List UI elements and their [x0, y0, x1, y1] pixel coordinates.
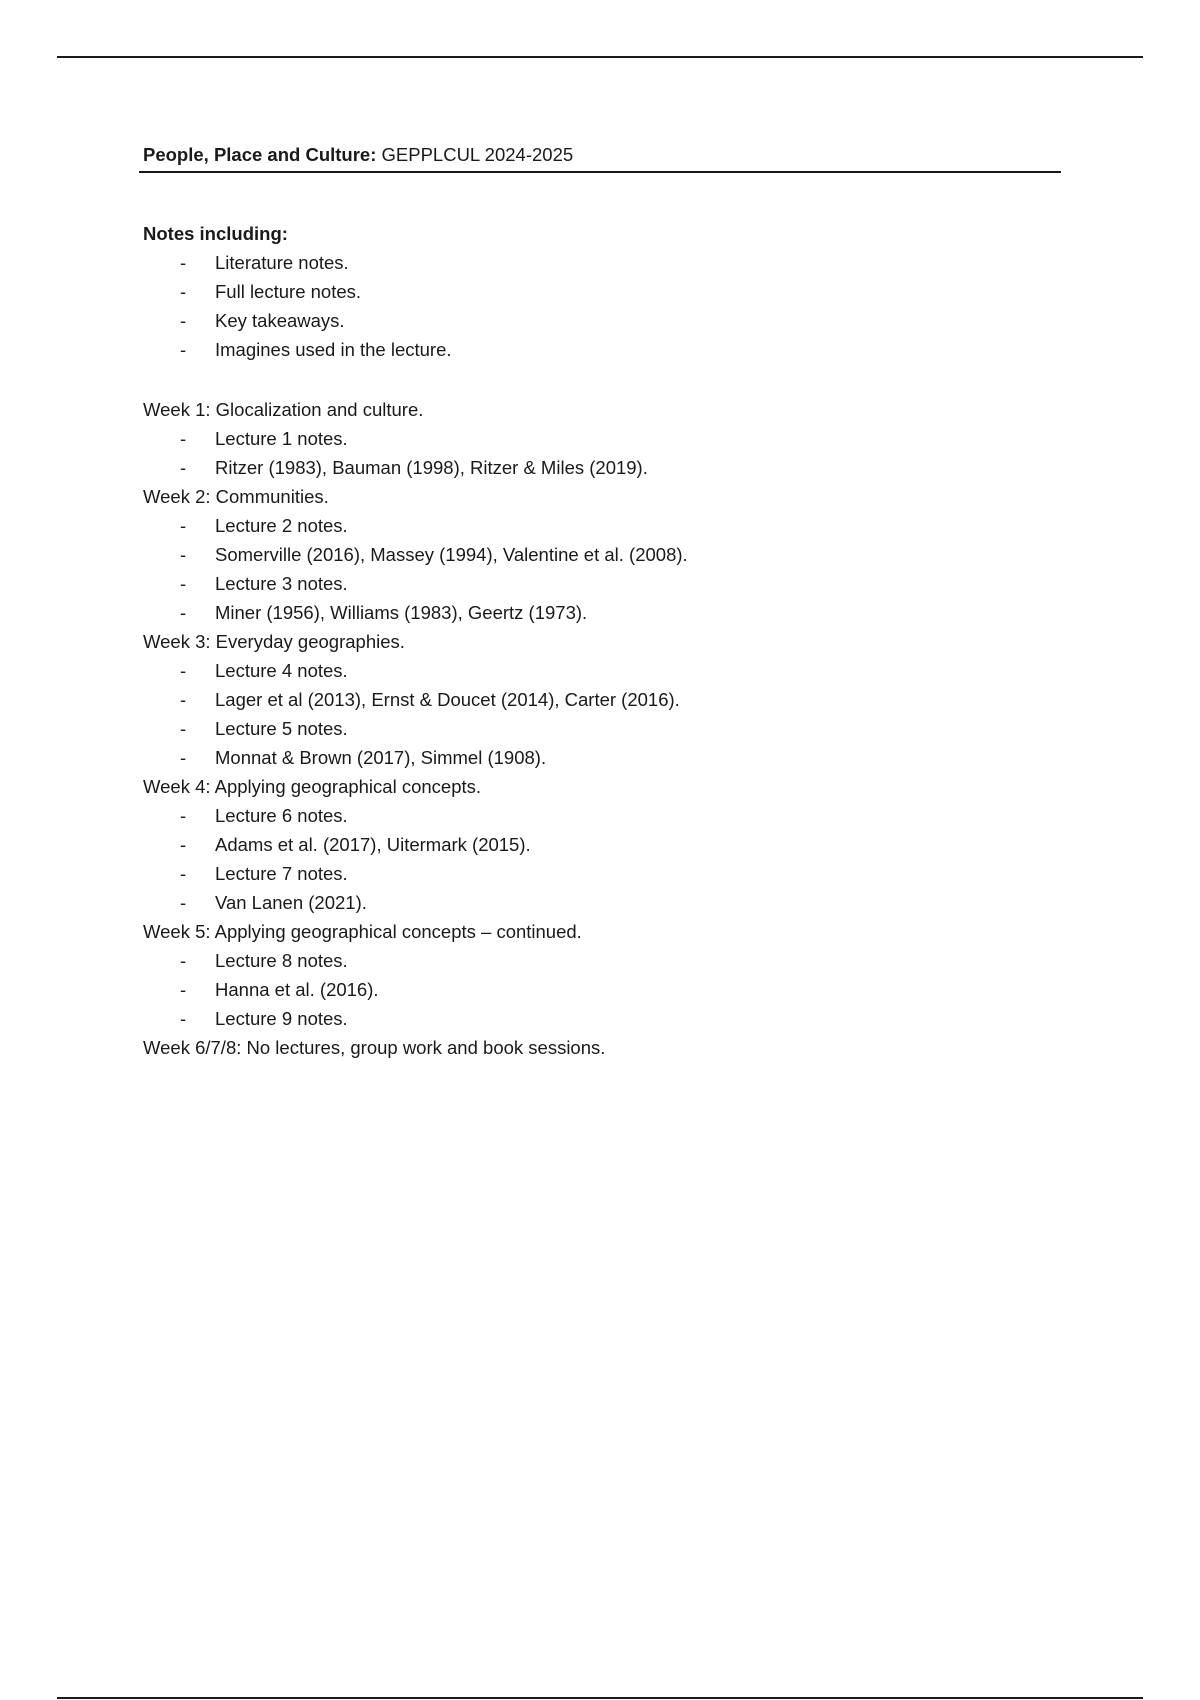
- list-item-text: Lecture 5 notes.: [215, 718, 348, 739]
- week-list-item: [143, 656, 1063, 685]
- week-list-item: [143, 1004, 1063, 1033]
- week-list-item: [143, 714, 1063, 743]
- document-header: [143, 140, 1063, 169]
- list-item-text: Full lecture notes.: [215, 281, 362, 302]
- list-item-text: Lecture 4 notes.: [215, 660, 348, 681]
- list-item-text: Key takeaways.: [215, 310, 345, 331]
- bullet-dash: -: [180, 950, 187, 971]
- bullet-dash: -: [180, 515, 187, 536]
- week-block: [143, 482, 1063, 627]
- bullet-dash: -: [180, 428, 187, 449]
- bullet-dash: -: [180, 310, 187, 331]
- list-item-text: Lecture 6 notes.: [215, 805, 348, 826]
- week-list-item: [143, 743, 1063, 772]
- list-item-text: Hanna et al. (2016).: [215, 979, 379, 1000]
- list-item-text: Lager et al (2013), Ernst & Doucet (2014), Carter (2016).: [215, 689, 680, 710]
- bullet-dash: -: [180, 834, 187, 855]
- page-bottom-rule: [57, 1697, 1143, 1699]
- bullet-dash: -: [180, 281, 187, 302]
- list-item-text: Lecture 3 notes.: [215, 573, 348, 594]
- notes-heading: Notes including:: [143, 223, 288, 244]
- week-list-item: [143, 801, 1063, 830]
- week-list-item: [143, 975, 1063, 1004]
- week-block: [143, 627, 1063, 772]
- week-block: [143, 917, 1063, 1033]
- course-code: GEPPLCUL 2024-2025: [381, 144, 574, 165]
- bullet-dash: -: [180, 573, 187, 594]
- list-item-text: Lecture 1 notes.: [215, 428, 348, 449]
- week-list-item: [143, 569, 1063, 598]
- page-top-rule: [57, 56, 1143, 58]
- notes-list-item: [143, 277, 1063, 306]
- bullet-dash: -: [180, 457, 187, 478]
- bullet-dash: -: [180, 602, 187, 623]
- week-list-item: [143, 859, 1063, 888]
- week-title: Week 1: Glocalization and culture.: [143, 399, 424, 420]
- list-item-text: Somerville (2016), Massey (1994), Valentine et al. (2008).: [215, 544, 688, 565]
- list-item-text: Van Lanen (2021).: [215, 892, 367, 913]
- list-item-text: Literature notes.: [215, 252, 349, 273]
- list-item-text: Lecture 7 notes.: [215, 863, 348, 884]
- list-item-text: Miner (1956), Williams (1983), Geertz (1973).: [215, 602, 588, 623]
- bullet-dash: -: [180, 689, 187, 710]
- notes-list-item: [143, 335, 1063, 364]
- week-list-item: [143, 888, 1063, 917]
- week-list-item: [143, 685, 1063, 714]
- bullet-dash: -: [180, 863, 187, 884]
- week-list-item: [143, 946, 1063, 975]
- list-item-text: Adams et al. (2017), Uitermark (2015).: [215, 834, 531, 855]
- list-item-text: Lecture 8 notes.: [215, 950, 348, 971]
- week-title: Week 2: Communities.: [143, 486, 329, 507]
- bullet-dash: -: [180, 544, 187, 565]
- week-title: Week 3: Everyday geographies.: [143, 631, 405, 652]
- bullet-dash: -: [180, 747, 187, 768]
- bullet-dash: -: [180, 979, 187, 1000]
- list-item-text: Imagines used in the lecture.: [215, 339, 452, 360]
- bullet-dash: -: [180, 892, 187, 913]
- week-block: [143, 1033, 1063, 1062]
- list-item-text: Monnat & Brown (2017), Simmel (1908).: [215, 747, 547, 768]
- list-item-text: Ritzer (1983), Bauman (1998), Ritzer & Miles (2019).: [215, 457, 648, 478]
- list-item-text: Lecture 2 notes.: [215, 515, 348, 536]
- notes-section: [143, 219, 1063, 364]
- header-underline: [139, 171, 1061, 173]
- week-title: Week 6/7/8: No lectures, group work and book sessions.: [143, 1037, 606, 1058]
- week-list-item: [143, 424, 1063, 453]
- bullet-dash: -: [180, 339, 187, 360]
- weeks-section: [143, 395, 1063, 1062]
- course-name: People, Place and Culture:: [143, 144, 377, 165]
- notes-list-item: [143, 248, 1063, 277]
- list-item-text: Lecture 9 notes.: [215, 1008, 348, 1029]
- bullet-dash: -: [180, 660, 187, 681]
- week-list-item: [143, 511, 1063, 540]
- bullet-dash: -: [180, 252, 187, 273]
- document-body: [143, 140, 1063, 1062]
- notes-list: [143, 248, 1063, 364]
- week-block: [143, 772, 1063, 917]
- bullet-dash: -: [180, 718, 187, 739]
- week-list-item: [143, 598, 1063, 627]
- week-list-item: [143, 830, 1063, 859]
- week-list-item: [143, 453, 1063, 482]
- week-list-item: [143, 540, 1063, 569]
- week-title: Week 5: Applying geographical concepts – continued.: [143, 921, 582, 942]
- week-title: Week 4: Applying geographical concepts.: [143, 776, 482, 797]
- bullet-dash: -: [180, 805, 187, 826]
- bullet-dash: -: [180, 1008, 187, 1029]
- week-block: [143, 395, 1063, 482]
- notes-list-item: [143, 306, 1063, 335]
